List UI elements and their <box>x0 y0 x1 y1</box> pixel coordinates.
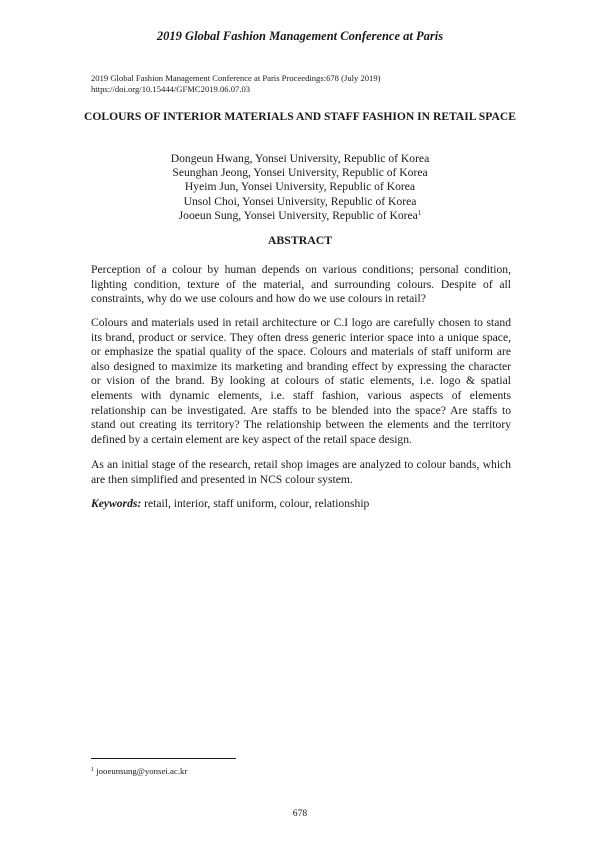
author-line: Hyeim Jun, Yonsei University, Republic of Korea <box>184 180 416 194</box>
author-list <box>100 152 500 223</box>
abstract-heading: ABSTRACT <box>267 233 333 247</box>
abstract-paragraph: Colours and materials used in retail architecture or C.I logo are carefully chosen to stand its brand, product or service. They often dress generic interior space into a unique space, or emphasize the spatial quality of the space. Colours and materials of staff uniform are also designed to maximize its marketing and branding effect by expressing the character or vision of the brand. By looking at colours of static elements, i.e. logo & spatial elements with dynamic elements, i.e. staff fashion, various aspects of elements relationship can be investigated. Are staffs to be blended into the space? Are staffs to stand out creating its territory? The relationship between the elements and the territory defined by a certain element are key aspect of the retail space design. <box>91 316 511 446</box>
doi-link[interactable]: https://doi.org/10.15444/GFMC2019.06.07.03 <box>91 84 251 94</box>
paper-title: COLOURS OF INTERIOR MATERIALS AND STAFF FASHION IN RETAIL SPACE <box>84 110 516 123</box>
proceedings-info <box>91 73 511 95</box>
author-line: Unsol Choi, Yonsei University, Republic of Korea <box>183 194 417 208</box>
footnote-email[interactable]: jooeunsung@yonsei.ac.kr <box>96 766 188 776</box>
page-number: 678 <box>292 808 308 819</box>
footnote <box>91 766 187 776</box>
running-header: 2019 Global Fashion Management Conference at Paris <box>156 29 444 43</box>
proceedings-citation: 2019 Global Fashion Management Conference at Paris Proceedings:678 (July 2019) <box>91 73 381 83</box>
author-line: Jooeun Sung, Yonsei University, Republic of Korea <box>178 208 418 222</box>
abstract-paragraph: As an initial stage of the research, retail shop images are analyzed to colour bands, which are then simplified and presented in NCS colour system. <box>91 458 511 486</box>
abstract-paragraph: Perception of a colour by human depends on various conditions; personal condition, lighting condition, texture of the material, and surrounding colours. Despite of all constraints, why do we use colours and how do we use colours in retail? <box>91 263 511 306</box>
author-line-corresponding <box>100 209 500 223</box>
footnote-divider <box>91 758 236 759</box>
author-line: Seunghan Jeong, Yonsei University, Republic of Korea <box>172 166 428 180</box>
keywords-label: Keywords: <box>91 497 142 510</box>
author-line: Dongeun Hwang, Yonsei University, Republic of Korea <box>170 152 430 165</box>
keywords-text: retail, interior, staff uniform, colour, relationship <box>144 497 370 510</box>
keywords-line <box>91 497 511 512</box>
footnote-mark: 1 <box>91 767 94 773</box>
footnote-marker: 1 <box>417 208 422 217</box>
